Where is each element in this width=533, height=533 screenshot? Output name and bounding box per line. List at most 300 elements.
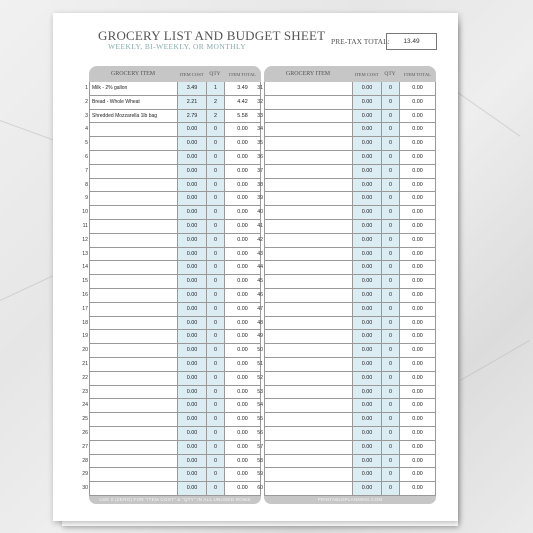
table-row xyxy=(257,179,436,193)
row-number: 40 xyxy=(257,209,263,216)
header-qty: QTY xyxy=(209,71,221,77)
item-name-cell[interactable] xyxy=(89,317,177,331)
table-row xyxy=(82,206,261,220)
row-number: 1 xyxy=(85,85,88,91)
item-cost-cell[interactable]: 0.00 xyxy=(352,110,381,124)
item-cost-cell[interactable]: 2.79 xyxy=(177,110,206,124)
item-total-cell: 0.00 xyxy=(399,303,436,317)
qty-cell[interactable]: 0 xyxy=(381,455,399,469)
item-cost-cell[interactable]: 0.00 xyxy=(352,372,381,386)
qty-cell[interactable]: 0 xyxy=(206,317,224,331)
row-number: 24 xyxy=(82,402,88,409)
item-total-cell: 5.58 xyxy=(224,110,261,124)
row-number: 31 xyxy=(257,85,263,91)
table-row xyxy=(85,192,261,206)
qty-cell[interactable]: 0 xyxy=(381,234,399,248)
pretax-total-field[interactable]: 13.49 xyxy=(386,33,437,50)
qty-cell[interactable]: 0 xyxy=(206,192,224,206)
item-name-cell[interactable] xyxy=(264,455,352,469)
item-name-cell[interactable] xyxy=(89,386,177,400)
item-cost-cell[interactable]: 0.00 xyxy=(352,179,381,193)
item-cost-cell[interactable]: 0.00 xyxy=(177,261,206,275)
item-name-cell[interactable] xyxy=(89,165,177,179)
item-cost-cell[interactable]: 0.00 xyxy=(352,151,381,165)
item-cost-cell[interactable]: 0.00 xyxy=(177,317,206,331)
item-name-cell[interactable] xyxy=(264,399,352,413)
table-row xyxy=(257,427,436,441)
item-cost-cell[interactable]: 0.00 xyxy=(352,427,381,441)
item-cost-cell[interactable]: 0.00 xyxy=(352,317,381,331)
item-total-cell: 0.00 xyxy=(224,248,261,262)
item-cost-cell[interactable]: 0.00 xyxy=(177,399,206,413)
row-number: 30 xyxy=(82,485,88,492)
item-name-cell[interactable] xyxy=(89,303,177,317)
item-cost-cell[interactable]: 0.00 xyxy=(352,96,381,110)
item-cost-cell[interactable]: 0.00 xyxy=(352,386,381,400)
qty-cell[interactable]: 0 xyxy=(206,482,224,496)
item-cost-cell[interactable]: 0.00 xyxy=(177,123,206,137)
table-row xyxy=(85,82,261,96)
row-number: 43 xyxy=(257,250,263,257)
qty-cell[interactable]: 0 xyxy=(381,482,399,496)
item-total-cell: 0.00 xyxy=(399,427,436,441)
table-row xyxy=(82,234,261,248)
table-row xyxy=(82,261,261,275)
item-cost-cell[interactable]: 0.00 xyxy=(352,234,381,248)
item-total-cell: 0.00 xyxy=(399,96,436,110)
qty-cell[interactable]: 0 xyxy=(381,330,399,344)
qty-cell[interactable]: 0 xyxy=(381,192,399,206)
item-cost-cell[interactable]: 0.00 xyxy=(352,165,381,179)
qty-cell[interactable]: 0 xyxy=(206,386,224,400)
item-cost-cell[interactable]: 0.00 xyxy=(177,275,206,289)
item-name-cell[interactable] xyxy=(264,441,352,455)
item-total-cell: 0.00 xyxy=(399,179,436,193)
table-row xyxy=(82,289,261,303)
qty-cell[interactable]: 0 xyxy=(206,427,224,441)
row-number: 35 xyxy=(257,140,263,147)
header-item-total: ITEM TOTAL xyxy=(229,71,256,77)
qty-cell[interactable]: 0 xyxy=(206,261,224,275)
row-number: 52 xyxy=(257,374,263,381)
row-number: 28 xyxy=(82,457,88,464)
qty-cell[interactable]: 0 xyxy=(381,386,399,400)
table-row xyxy=(82,441,261,455)
item-cost-cell[interactable]: 0.00 xyxy=(177,206,206,220)
item-cost-cell[interactable]: 0.00 xyxy=(352,192,381,206)
qty-cell[interactable]: 0 xyxy=(381,344,399,358)
item-cost-cell[interactable]: 0.00 xyxy=(177,248,206,262)
item-name-cell[interactable] xyxy=(264,96,352,110)
item-cost-cell[interactable]: 3.49 xyxy=(177,82,206,96)
item-name-cell[interactable] xyxy=(89,248,177,262)
footer-note: USE 0 (ZERO) FOR "ITEM COST" & "QTY" IN ALL UNUSED ROWS xyxy=(89,496,261,504)
qty-cell[interactable]: 0 xyxy=(206,441,224,455)
item-cost-cell[interactable]: 0.00 xyxy=(352,137,381,151)
item-name-cell[interactable] xyxy=(264,289,352,303)
table-row xyxy=(82,317,261,331)
table-header xyxy=(264,66,436,82)
table-row xyxy=(85,179,261,193)
qty-cell[interactable]: 0 xyxy=(206,344,224,358)
item-total-cell: 0.00 xyxy=(224,220,261,234)
item-total-cell: 0.00 xyxy=(399,220,436,234)
table-row xyxy=(257,165,436,179)
item-name-cell[interactable] xyxy=(89,399,177,413)
item-name-cell[interactable] xyxy=(89,427,177,441)
item-cost-cell[interactable]: 0.00 xyxy=(352,468,381,482)
item-total-cell: 0.00 xyxy=(399,468,436,482)
item-name-cell[interactable] xyxy=(264,234,352,248)
qty-cell[interactable]: 0 xyxy=(381,82,399,96)
item-name-cell[interactable] xyxy=(89,372,177,386)
item-name-cell[interactable] xyxy=(264,137,352,151)
item-cost-cell[interactable]: 0.00 xyxy=(177,137,206,151)
item-total-cell: 0.00 xyxy=(399,317,436,331)
qty-cell[interactable]: 0 xyxy=(206,413,224,427)
table-row xyxy=(257,82,436,96)
item-cost-cell[interactable]: 0.00 xyxy=(177,220,206,234)
table-row xyxy=(257,96,436,110)
qty-cell[interactable]: 0 xyxy=(381,110,399,124)
header-item-cost: ITEM COST xyxy=(179,71,204,77)
item-cost-cell[interactable]: 0.00 xyxy=(352,220,381,234)
qty-cell[interactable]: 0 xyxy=(381,96,399,110)
row-number: 45 xyxy=(257,278,263,285)
grocery-table-right xyxy=(257,66,436,504)
table-body-left xyxy=(82,82,261,496)
item-name-cell[interactable] xyxy=(89,330,177,344)
item-total-cell: 0.00 xyxy=(224,399,261,413)
qty-cell[interactable]: 0 xyxy=(206,206,224,220)
row-number: 34 xyxy=(257,126,263,133)
qty-cell[interactable]: 0 xyxy=(381,206,399,220)
item-name-cell[interactable] xyxy=(264,192,352,206)
item-name-cell[interactable] xyxy=(89,289,177,303)
table-row xyxy=(257,192,436,206)
item-total-cell: 0.00 xyxy=(399,399,436,413)
table-row xyxy=(85,110,261,124)
item-name-cell[interactable] xyxy=(89,220,177,234)
item-cost-cell[interactable]: 0.00 xyxy=(352,413,381,427)
item-name-cell[interactable] xyxy=(264,206,352,220)
qty-cell[interactable]: 0 xyxy=(381,413,399,427)
item-name-cell[interactable] xyxy=(89,123,177,137)
table-row xyxy=(257,151,436,165)
budget-sheet xyxy=(53,13,458,521)
item-cost-cell[interactable]: 0.00 xyxy=(352,275,381,289)
row-number: 23 xyxy=(82,388,88,395)
item-name-cell[interactable] xyxy=(89,441,177,455)
header-grocery-item: GROCERY ITEM xyxy=(110,71,156,77)
item-name-cell[interactable]: Shredded Mozzarella 1lb bag xyxy=(89,110,177,124)
item-total-cell: 0.00 xyxy=(224,303,261,317)
item-name-cell[interactable] xyxy=(89,179,177,193)
page-subtitle: WEEKLY, BI-WEEKLY, OR MONTHLY xyxy=(108,42,247,51)
qty-cell[interactable]: 2 xyxy=(206,96,224,110)
item-cost-cell[interactable]: 0.00 xyxy=(352,123,381,137)
qty-cell[interactable]: 0 xyxy=(206,468,224,482)
table-row xyxy=(82,427,261,441)
item-name-cell[interactable]: Bread - Whole Wheat xyxy=(89,96,177,110)
item-cost-cell[interactable]: 0.00 xyxy=(352,441,381,455)
qty-cell[interactable]: 0 xyxy=(206,399,224,413)
qty-cell[interactable]: 0 xyxy=(206,179,224,193)
item-name-cell[interactable] xyxy=(264,468,352,482)
item-cost-cell[interactable]: 0.00 xyxy=(177,344,206,358)
table-row xyxy=(257,455,436,469)
row-number: 15 xyxy=(82,278,88,285)
row-number: 32 xyxy=(257,98,263,105)
item-cost-cell[interactable]: 0.00 xyxy=(352,344,381,358)
item-cost-cell[interactable]: 0.00 xyxy=(352,303,381,317)
table-row xyxy=(85,96,261,110)
grocery-table-left xyxy=(82,66,261,504)
qty-cell[interactable]: 0 xyxy=(381,303,399,317)
item-cost-cell[interactable]: 0.00 xyxy=(177,234,206,248)
item-name-cell[interactable] xyxy=(264,165,352,179)
qty-cell[interactable]: 0 xyxy=(381,248,399,262)
item-cost-cell[interactable]: 0.00 xyxy=(177,358,206,372)
item-name-cell[interactable] xyxy=(89,358,177,372)
table-row xyxy=(82,482,261,496)
qty-cell[interactable]: 0 xyxy=(206,303,224,317)
table-row xyxy=(85,123,261,137)
qty-cell[interactable]: 0 xyxy=(381,358,399,372)
item-cost-cell[interactable]: 0.00 xyxy=(177,192,206,206)
item-name-cell[interactable] xyxy=(89,151,177,165)
item-total-cell: 0.00 xyxy=(399,248,436,262)
item-total-cell: 0.00 xyxy=(399,372,436,386)
qty-cell[interactable]: 1 xyxy=(206,82,224,96)
qty-cell[interactable]: 0 xyxy=(381,441,399,455)
item-cost-cell[interactable]: 0.00 xyxy=(352,206,381,220)
item-name-cell[interactable] xyxy=(264,220,352,234)
item-cost-cell[interactable]: 0.00 xyxy=(352,399,381,413)
item-total-cell: 0.00 xyxy=(224,151,261,165)
item-cost-cell[interactable]: 2.21 xyxy=(177,96,206,110)
item-cost-cell[interactable]: 0.00 xyxy=(352,82,381,96)
row-number: 36 xyxy=(257,153,263,160)
qty-cell[interactable]: 0 xyxy=(381,427,399,441)
qty-cell[interactable]: 0 xyxy=(206,358,224,372)
table-row xyxy=(257,330,436,344)
item-name-cell[interactable] xyxy=(264,358,352,372)
qty-cell[interactable]: 0 xyxy=(206,151,224,165)
item-total-cell: 0.00 xyxy=(399,151,436,165)
item-name-cell[interactable] xyxy=(264,344,352,358)
item-name-cell[interactable] xyxy=(89,261,177,275)
item-name-cell[interactable] xyxy=(264,151,352,165)
item-cost-cell[interactable]: 0.00 xyxy=(177,330,206,344)
item-cost-cell[interactable]: 0.00 xyxy=(177,441,206,455)
item-cost-cell[interactable]: 0.00 xyxy=(177,386,206,400)
qty-cell[interactable]: 0 xyxy=(206,248,224,262)
item-total-cell: 0.00 xyxy=(224,261,261,275)
table-row xyxy=(257,110,436,124)
row-number: 4 xyxy=(85,126,88,133)
qty-cell[interactable]: 0 xyxy=(381,151,399,165)
row-number: 3 xyxy=(85,112,88,119)
item-cost-cell[interactable]: 0.00 xyxy=(177,151,206,165)
item-total-cell: 0.00 xyxy=(399,413,436,427)
item-total-cell: 0.00 xyxy=(399,123,436,137)
item-name-cell[interactable] xyxy=(264,110,352,124)
item-cost-cell[interactable]: 0.00 xyxy=(177,165,206,179)
table-row xyxy=(82,344,261,358)
item-name-cell[interactable] xyxy=(89,192,177,206)
item-cost-cell[interactable]: 0.00 xyxy=(352,455,381,469)
item-name-cell[interactable] xyxy=(89,468,177,482)
row-number: 26 xyxy=(82,429,88,436)
item-cost-cell[interactable]: 0.00 xyxy=(352,261,381,275)
item-cost-cell[interactable]: 0.00 xyxy=(177,179,206,193)
row-number: 29 xyxy=(82,471,88,478)
table-row xyxy=(257,220,436,234)
table-row xyxy=(85,137,261,151)
qty-cell[interactable]: 2 xyxy=(206,110,224,124)
item-name-cell[interactable] xyxy=(89,413,177,427)
item-name-cell[interactable] xyxy=(264,330,352,344)
table-row xyxy=(257,234,436,248)
row-number: 11 xyxy=(82,222,88,229)
table-row xyxy=(257,386,436,400)
item-cost-cell[interactable]: 0.00 xyxy=(177,482,206,496)
row-number: 50 xyxy=(257,347,263,354)
table-row xyxy=(82,358,261,372)
item-cost-cell[interactable]: 0.00 xyxy=(352,358,381,372)
item-total-cell: 0.00 xyxy=(224,427,261,441)
item-total-cell: 0.00 xyxy=(224,386,261,400)
item-cost-cell[interactable]: 0.00 xyxy=(177,455,206,469)
qty-cell[interactable]: 0 xyxy=(206,137,224,151)
row-number: 27 xyxy=(82,443,88,450)
row-number: 20 xyxy=(82,347,88,354)
item-name-cell[interactable] xyxy=(264,303,352,317)
item-cost-cell[interactable]: 0.00 xyxy=(177,468,206,482)
item-cost-cell[interactable]: 0.00 xyxy=(352,248,381,262)
qty-cell[interactable]: 0 xyxy=(381,220,399,234)
item-cost-cell[interactable]: 0.00 xyxy=(352,289,381,303)
item-name-cell[interactable] xyxy=(89,344,177,358)
qty-cell[interactable]: 0 xyxy=(206,275,224,289)
item-total-cell: 0.00 xyxy=(224,344,261,358)
qty-cell[interactable]: 0 xyxy=(381,399,399,413)
item-cost-cell[interactable]: 0.00 xyxy=(177,427,206,441)
item-total-cell: 0.00 xyxy=(399,330,436,344)
qty-cell[interactable]: 0 xyxy=(206,165,224,179)
table-row xyxy=(257,344,436,358)
item-name-cell[interactable] xyxy=(89,275,177,289)
item-cost-cell[interactable]: 0.00 xyxy=(352,482,381,496)
item-name-cell[interactable] xyxy=(264,123,352,137)
qty-cell[interactable]: 0 xyxy=(381,289,399,303)
table-row xyxy=(82,248,261,262)
item-total-cell: 0.00 xyxy=(224,275,261,289)
qty-cell[interactable]: 0 xyxy=(206,455,224,469)
qty-cell[interactable]: 0 xyxy=(381,275,399,289)
item-cost-cell[interactable]: 0.00 xyxy=(177,372,206,386)
row-number: 37 xyxy=(257,167,263,174)
item-total-cell: 0.00 xyxy=(399,261,436,275)
qty-cell[interactable]: 0 xyxy=(381,261,399,275)
item-total-cell: 0.00 xyxy=(399,275,436,289)
item-name-cell[interactable] xyxy=(264,82,352,96)
header-item-total: ITEM TOTAL xyxy=(404,71,431,77)
qty-cell[interactable]: 0 xyxy=(206,234,224,248)
item-name-cell[interactable] xyxy=(89,234,177,248)
qty-cell[interactable]: 0 xyxy=(206,372,224,386)
item-total-cell: 0.00 xyxy=(399,110,436,124)
qty-cell[interactable]: 0 xyxy=(381,123,399,137)
item-name-cell[interactable] xyxy=(264,248,352,262)
item-total-cell: 0.00 xyxy=(224,468,261,482)
item-total-cell: 0.00 xyxy=(224,358,261,372)
item-name-cell[interactable] xyxy=(264,261,352,275)
item-cost-cell[interactable]: 0.00 xyxy=(352,330,381,344)
item-name-cell[interactable]: Milk - 2% gallon xyxy=(89,82,177,96)
item-total-cell: 0.00 xyxy=(224,137,261,151)
row-number: 49 xyxy=(257,333,263,340)
item-name-cell[interactable] xyxy=(264,427,352,441)
qty-cell[interactable]: 0 xyxy=(206,123,224,137)
row-number: 2 xyxy=(85,98,88,105)
row-number: 17 xyxy=(82,305,88,312)
item-cost-cell[interactable]: 0.00 xyxy=(177,413,206,427)
qty-cell[interactable]: 0 xyxy=(381,179,399,193)
item-total-cell: 0.00 xyxy=(399,206,436,220)
table-row xyxy=(257,261,436,275)
qty-cell[interactable]: 0 xyxy=(381,137,399,151)
qty-cell[interactable]: 0 xyxy=(206,289,224,303)
qty-cell[interactable]: 0 xyxy=(206,330,224,344)
item-name-cell[interactable] xyxy=(89,455,177,469)
item-total-cell: 0.00 xyxy=(224,455,261,469)
row-number: 54 xyxy=(257,402,263,409)
row-number: 47 xyxy=(257,305,263,312)
qty-cell[interactable]: 0 xyxy=(381,317,399,331)
item-cost-cell[interactable]: 0.00 xyxy=(177,303,206,317)
item-name-cell[interactable] xyxy=(264,179,352,193)
item-name-cell[interactable] xyxy=(89,482,177,496)
item-name-cell[interactable] xyxy=(89,206,177,220)
item-name-cell[interactable] xyxy=(264,386,352,400)
item-name-cell[interactable] xyxy=(264,482,352,496)
item-total-cell: 0.00 xyxy=(399,482,436,496)
row-number: 16 xyxy=(82,291,88,298)
item-name-cell[interactable] xyxy=(264,317,352,331)
table-row xyxy=(82,372,261,386)
table-row xyxy=(257,358,436,372)
item-name-cell[interactable] xyxy=(264,275,352,289)
item-total-cell: 3.49 xyxy=(224,82,261,96)
item-cost-cell[interactable]: 0.00 xyxy=(177,289,206,303)
item-name-cell[interactable] xyxy=(89,137,177,151)
item-total-cell: 0.00 xyxy=(224,317,261,331)
table-row xyxy=(257,372,436,386)
qty-cell[interactable]: 0 xyxy=(381,165,399,179)
table-row xyxy=(82,220,261,234)
row-number: 51 xyxy=(257,360,263,367)
qty-cell[interactable]: 0 xyxy=(381,372,399,386)
item-name-cell[interactable] xyxy=(264,413,352,427)
item-total-cell: 0.00 xyxy=(399,386,436,400)
qty-cell[interactable]: 0 xyxy=(206,220,224,234)
qty-cell[interactable]: 0 xyxy=(381,468,399,482)
row-number: 12 xyxy=(82,236,88,243)
item-name-cell[interactable] xyxy=(264,372,352,386)
row-number: 46 xyxy=(257,291,263,298)
